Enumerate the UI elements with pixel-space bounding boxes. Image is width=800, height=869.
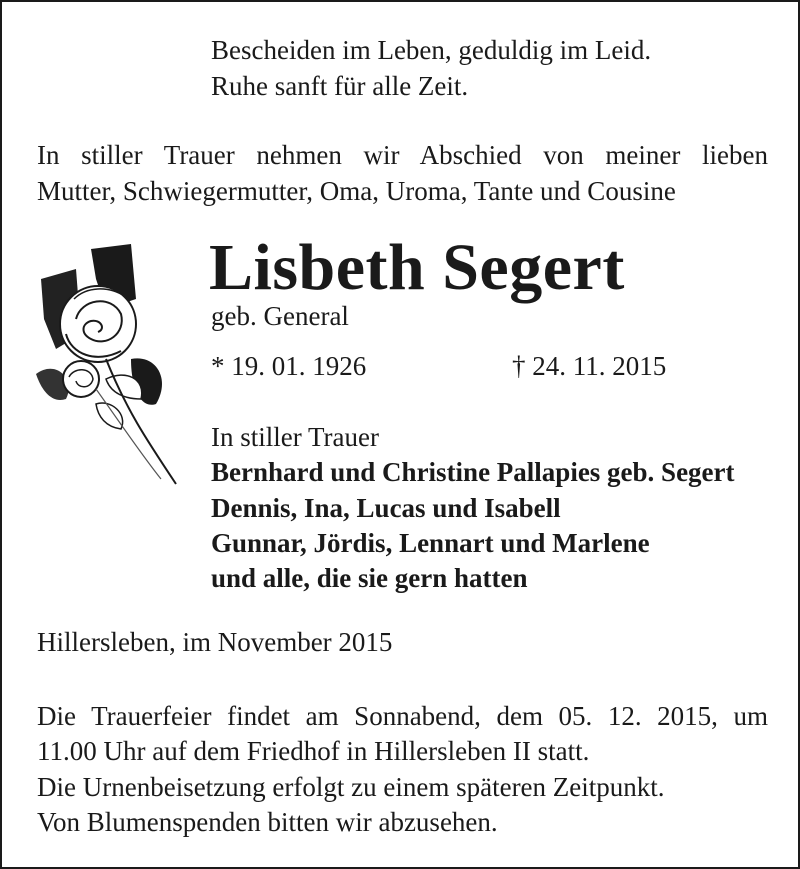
mourner-line: Bernhard und Christine Pallapies geb. Segert (211, 457, 735, 487)
notice-line-3: Die Urnenbeisetzung erfolgt zu einem späteren Zeitpunkt. (37, 772, 665, 802)
mourner-line: und alle, die sie gern hatten (211, 563, 528, 593)
mourner-line: Gunnar, Jördis, Lennart und Marlene (211, 528, 650, 558)
notice-line-4: Von Blumenspenden bitten wir abzusehen. (37, 807, 498, 837)
birth-date: * 19. 01. 1926 (211, 351, 367, 381)
verse-line-2: Ruhe sanft für alle Zeit. (211, 71, 469, 101)
notice-line-1: Die Trauerfeier findet am Sonnabend, dem 05. 12. 2015, um (37, 701, 768, 731)
notice-line-2: 11.00 Uhr auf dem Friedhof in Hillersleben II statt. (37, 736, 590, 766)
verse-line-1: Bescheiden im Leben, geduldig im Leid. (211, 35, 652, 65)
death-date: † 24. 11. 2015 (512, 351, 667, 381)
intro-line-2: Mutter, Schwiegermutter, Oma, Uroma, Tante und Cousine (37, 176, 676, 206)
mourner-line: Dennis, Ina, Lucas und Isabell (211, 493, 561, 523)
maiden-name: geb. General (211, 301, 349, 331)
intro-line-1: In stiller Trauer nehmen wir Abschied von meiner lieben (37, 140, 768, 170)
place-date: Hillersleben, im November 2015 (37, 627, 393, 657)
mourners-heading: In stiller Trauer (211, 422, 379, 452)
deceased-name: Lisbeth Segert (209, 231, 625, 304)
rose-icon (36, 239, 186, 489)
